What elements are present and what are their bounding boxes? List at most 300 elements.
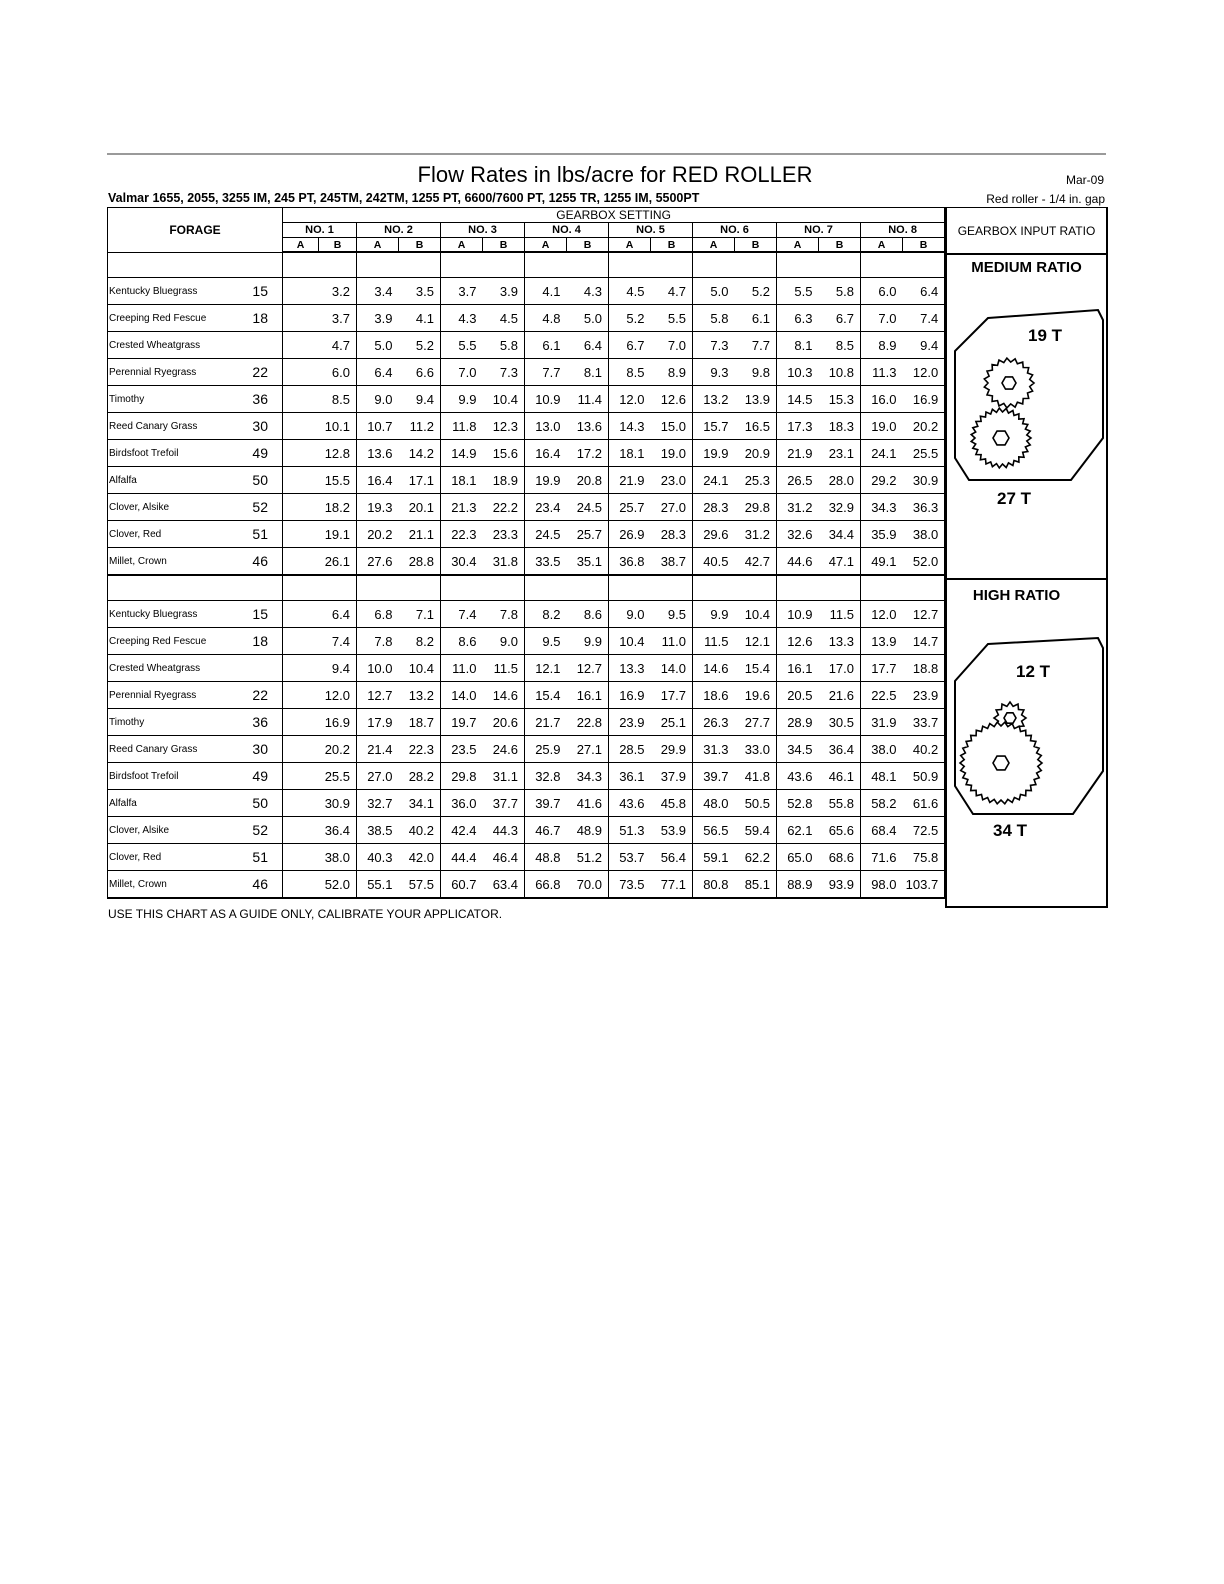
rate-cell: 3.4 <box>357 278 399 305</box>
rate-cell: 37.7 <box>483 790 525 817</box>
table-row <box>108 817 945 844</box>
rate-cell: 5.8 <box>483 332 525 359</box>
column-b-header: B <box>399 238 441 253</box>
rate-cell: 10.7 <box>357 413 399 440</box>
column-b-header: B <box>819 238 861 253</box>
rate-cell: 4.7 <box>651 278 693 305</box>
rate-cell: 5.8 <box>819 278 861 305</box>
rate-cell: 32.8 <box>525 763 567 790</box>
rate-cell: 13.2 <box>693 386 735 413</box>
rate-cell-empty <box>283 817 319 844</box>
rate-cell: 16.1 <box>777 655 819 682</box>
rate-cell: 28.5 <box>609 736 651 763</box>
rate-cell: 16.4 <box>357 467 399 494</box>
rate-cell: 7.4 <box>319 628 357 655</box>
forage-pls: 36 <box>248 709 283 736</box>
rate-cell: 10.1 <box>319 413 357 440</box>
setting-header-5: NO. 5 <box>609 223 693 238</box>
rate-cell: 28.0 <box>819 467 861 494</box>
rate-cell: 16.0 <box>861 386 903 413</box>
rate-cell: 71.6 <box>861 844 903 871</box>
column-a-header: A <box>283 238 319 253</box>
rate-cell: 8.5 <box>609 359 651 386</box>
rate-cell: 8.5 <box>319 386 357 413</box>
rate-cell: 6.4 <box>903 278 945 305</box>
rate-cell: 8.6 <box>567 601 609 628</box>
rate-cell: 14.3 <box>609 413 651 440</box>
forage-pls: 22 <box>248 682 283 709</box>
rate-cell: 66.8 <box>525 871 567 899</box>
rate-cell: 12.0 <box>609 386 651 413</box>
rate-cell: 8.5 <box>819 332 861 359</box>
rate-cell: 3.9 <box>483 278 525 305</box>
rate-cell: 27.0 <box>651 494 693 521</box>
rate-cell: 13.6 <box>357 440 399 467</box>
rate-cell: 6.6 <box>399 359 441 386</box>
rate-cell: 24.5 <box>525 521 567 548</box>
rate-cell: 23.9 <box>609 709 651 736</box>
rate-cell: 21.3 <box>441 494 483 521</box>
table-row <box>108 386 945 413</box>
medium-ratio-label: MEDIUM RATIO <box>971 259 1082 276</box>
rate-cell: 23.1 <box>819 440 861 467</box>
rate-cell: 32.6 <box>777 521 819 548</box>
rate-cell: 4.3 <box>441 305 483 332</box>
setting-header-2: NO. 2 <box>357 223 441 238</box>
rate-cell: 73.5 <box>609 871 651 899</box>
rate-cell: 9.4 <box>399 386 441 413</box>
forage-pls: 50 <box>248 790 283 817</box>
rate-cell: 10.4 <box>609 628 651 655</box>
forage-name: Perennial Ryegrass <box>108 682 248 709</box>
high-gear-bottom-teeth: 34 T <box>993 821 1028 840</box>
rate-cell: 28.3 <box>693 494 735 521</box>
rate-cell: 22.2 <box>483 494 525 521</box>
forage-name: Alfalfa <box>108 467 248 494</box>
rate-cell: 12.0 <box>903 359 945 386</box>
rate-cell: 20.6 <box>483 709 525 736</box>
rate-cell: 19.0 <box>861 413 903 440</box>
section-spacer-row <box>108 575 945 601</box>
rate-cell: 18.1 <box>441 467 483 494</box>
ratio-divider <box>947 578 1106 580</box>
rate-cell: 52.8 <box>777 790 819 817</box>
rate-cell: 24.5 <box>567 494 609 521</box>
rate-cell: 15.6 <box>483 440 525 467</box>
rate-cell: 46.7 <box>525 817 567 844</box>
rate-cell: 25.9 <box>525 736 567 763</box>
rate-cell: 4.5 <box>483 305 525 332</box>
rate-cell: 30.4 <box>441 548 483 576</box>
column-a-header: A <box>609 238 651 253</box>
flow-rate-table <box>107 207 945 899</box>
rate-cell: 36.4 <box>819 736 861 763</box>
forage-pls <box>248 332 283 359</box>
rate-cell: 43.6 <box>777 763 819 790</box>
rate-cell: 25.1 <box>651 709 693 736</box>
rate-cell: 8.1 <box>777 332 819 359</box>
rate-cell: 15.5 <box>319 467 357 494</box>
forage-pls: 49 <box>248 763 283 790</box>
table-row <box>108 601 945 628</box>
rate-cell: 50.9 <box>903 763 945 790</box>
forage-pls: 18 <box>248 305 283 332</box>
table-row <box>108 440 945 467</box>
rate-cell: 9.9 <box>441 386 483 413</box>
rate-cell: 14.6 <box>483 682 525 709</box>
rate-cell: 9.5 <box>651 601 693 628</box>
rate-cell: 9.9 <box>567 628 609 655</box>
rate-cell: 3.7 <box>441 278 483 305</box>
rate-cell: 20.5 <box>777 682 819 709</box>
rate-cell: 31.1 <box>483 763 525 790</box>
forage-name: Kentucky Bluegrass <box>108 601 248 628</box>
column-b-header: B <box>903 238 945 253</box>
top-rule <box>107 153 1106 155</box>
rate-cell: 57.5 <box>399 871 441 899</box>
rate-cell: 13.6 <box>567 413 609 440</box>
table-row <box>108 655 945 682</box>
forage-name: Clover, Alsike <box>108 817 248 844</box>
rate-cell: 16.9 <box>903 386 945 413</box>
setting-header-8: NO. 8 <box>861 223 945 238</box>
forage-pls: 30 <box>248 736 283 763</box>
gear-outline <box>960 722 1042 804</box>
rate-cell: 51.2 <box>567 844 609 871</box>
rate-cell: 28.8 <box>399 548 441 576</box>
roller-note: Red roller - 1/4 in. gap <box>986 192 1105 206</box>
rate-cell: 11.2 <box>399 413 441 440</box>
rate-cell: 11.0 <box>651 628 693 655</box>
forage-pls: 49 <box>248 440 283 467</box>
rate-cell: 4.5 <box>609 278 651 305</box>
rate-cell: 40.5 <box>693 548 735 576</box>
page-title: Flow Rates in lbs/acre for RED ROLLER <box>417 162 813 187</box>
rate-cell: 46.4 <box>483 844 525 871</box>
flow-rate-chart <box>107 207 1106 907</box>
rate-cell: 40.2 <box>399 817 441 844</box>
rate-cell-empty <box>283 386 319 413</box>
rate-cell: 33.7 <box>903 709 945 736</box>
forage-pls: 46 <box>248 871 283 899</box>
rate-cell: 10.4 <box>483 386 525 413</box>
rate-cell: 22.3 <box>399 736 441 763</box>
rate-cell: 9.8 <box>735 359 777 386</box>
forage-name: Reed Canary Grass <box>108 413 248 440</box>
rate-cell: 12.6 <box>777 628 819 655</box>
rate-cell: 33.5 <box>525 548 567 576</box>
rate-cell: 3.2 <box>319 278 357 305</box>
rate-cell: 19.1 <box>319 521 357 548</box>
rate-cell: 85.1 <box>735 871 777 899</box>
rate-cell: 29.2 <box>861 467 903 494</box>
rate-cell: 8.2 <box>525 601 567 628</box>
rate-cell: 5.2 <box>735 278 777 305</box>
rate-cell: 18.9 <box>483 467 525 494</box>
rate-cell: 18.3 <box>819 413 861 440</box>
rate-cell: 56.5 <box>693 817 735 844</box>
medium-gear-top-teeth: 19 T <box>1028 326 1063 345</box>
rate-cell: 6.4 <box>567 332 609 359</box>
rate-cell: 63.4 <box>483 871 525 899</box>
forage-name: Timothy <box>108 386 248 413</box>
setting-header-3: NO. 3 <box>441 223 525 238</box>
rate-cell: 16.9 <box>319 709 357 736</box>
rate-cell: 13.3 <box>609 655 651 682</box>
rate-cell: 12.7 <box>903 601 945 628</box>
rate-cell: 29.8 <box>441 763 483 790</box>
rate-cell: 34.1 <box>399 790 441 817</box>
rate-cell: 55.8 <box>819 790 861 817</box>
forage-name: Clover, Red <box>108 844 248 871</box>
rate-cell: 93.9 <box>819 871 861 899</box>
rate-cell: 41.6 <box>567 790 609 817</box>
rate-cell: 13.2 <box>399 682 441 709</box>
rate-cell: 20.2 <box>903 413 945 440</box>
rate-cell: 11.5 <box>819 601 861 628</box>
rate-cell: 60.7 <box>441 871 483 899</box>
rate-cell: 27.0 <box>357 763 399 790</box>
rate-cell: 9.0 <box>609 601 651 628</box>
rate-cell: 4.7 <box>319 332 357 359</box>
column-a-header: A <box>441 238 483 253</box>
table-row <box>108 467 945 494</box>
rate-cell: 11.5 <box>483 655 525 682</box>
rate-cell: 9.5 <box>525 628 567 655</box>
rate-cell: 31.8 <box>483 548 525 576</box>
rate-cell: 14.7 <box>903 628 945 655</box>
rate-cell: 5.2 <box>609 305 651 332</box>
rate-cell: 31.2 <box>777 494 819 521</box>
rate-cell: 17.7 <box>861 655 903 682</box>
rate-cell: 7.0 <box>441 359 483 386</box>
rate-cell-empty <box>283 601 319 628</box>
rate-cell: 35.1 <box>567 548 609 576</box>
column-a-header: A <box>525 238 567 253</box>
rate-cell: 24.6 <box>483 736 525 763</box>
gearbox-setting-header: GEARBOX SETTING <box>283 208 945 223</box>
rate-cell: 33.0 <box>735 736 777 763</box>
rate-cell: 12.7 <box>567 655 609 682</box>
column-a-header: A <box>777 238 819 253</box>
rate-cell: 17.1 <box>399 467 441 494</box>
rate-cell: 13.3 <box>819 628 861 655</box>
rate-cell: 12.0 <box>861 601 903 628</box>
rate-cell: 9.9 <box>693 601 735 628</box>
table-row <box>108 278 945 305</box>
forage-name: Millet, Crown <box>108 871 248 899</box>
rate-cell: 19.3 <box>357 494 399 521</box>
rate-cell: 7.3 <box>693 332 735 359</box>
forage-name: Alfalfa <box>108 790 248 817</box>
rate-cell: 6.7 <box>609 332 651 359</box>
rate-cell: 70.0 <box>567 871 609 899</box>
rate-cell: 10.4 <box>735 601 777 628</box>
rate-cell: 20.2 <box>319 736 357 763</box>
rate-cell: 25.7 <box>567 521 609 548</box>
rate-cell: 27.1 <box>567 736 609 763</box>
table-row <box>108 628 945 655</box>
setting-header-4: NO. 4 <box>525 223 609 238</box>
rate-cell: 5.2 <box>399 332 441 359</box>
rate-cell: 10.4 <box>399 655 441 682</box>
rate-cell: 5.8 <box>693 305 735 332</box>
forage-pls <box>248 655 283 682</box>
rate-cell: 9.4 <box>319 655 357 682</box>
rate-cell: 15.0 <box>651 413 693 440</box>
rate-cell: 62.1 <box>777 817 819 844</box>
rate-cell: 11.8 <box>441 413 483 440</box>
rate-cell: 29.8 <box>735 494 777 521</box>
rate-cell: 27.6 <box>357 548 399 576</box>
high-gear-top-teeth: 12 T <box>1016 662 1051 681</box>
rate-cell: 48.0 <box>693 790 735 817</box>
forage-name: Birdsfoot Trefoil <box>108 440 248 467</box>
forage-name: Clover, Alsike <box>108 494 248 521</box>
rate-cell: 38.0 <box>861 736 903 763</box>
rate-cell: 21.6 <box>819 682 861 709</box>
forage-name: Crested Wheatgrass <box>108 655 248 682</box>
rate-cell: 8.2 <box>399 628 441 655</box>
rate-cell: 6.0 <box>861 278 903 305</box>
rate-cell: 14.6 <box>693 655 735 682</box>
rate-cell: 16.5 <box>735 413 777 440</box>
rate-cell: 8.1 <box>567 359 609 386</box>
rate-cell: 68.6 <box>819 844 861 871</box>
rate-cell-empty <box>283 655 319 682</box>
rate-cell: 13.9 <box>735 386 777 413</box>
rate-cell: 36.0 <box>441 790 483 817</box>
rate-cell: 26.5 <box>777 467 819 494</box>
rate-cell: 3.5 <box>399 278 441 305</box>
rate-cell: 44.6 <box>777 548 819 576</box>
rate-cell: 10.0 <box>357 655 399 682</box>
rate-cell: 10.9 <box>525 386 567 413</box>
rate-cell: 14.5 <box>777 386 819 413</box>
gear-outline <box>971 408 1031 468</box>
rate-cell: 48.1 <box>861 763 903 790</box>
rate-cell: 26.3 <box>693 709 735 736</box>
rate-cell: 12.1 <box>525 655 567 682</box>
table-row <box>108 548 945 576</box>
rate-cell: 13.9 <box>861 628 903 655</box>
setting-header-7: NO. 7 <box>777 223 861 238</box>
rate-cell: 31.9 <box>861 709 903 736</box>
rate-cell-empty <box>283 440 319 467</box>
rate-cell: 19.9 <box>693 440 735 467</box>
rate-cell-empty <box>283 736 319 763</box>
rate-cell: 42.7 <box>735 548 777 576</box>
rate-cell: 15.7 <box>693 413 735 440</box>
rate-cell: 25.5 <box>903 440 945 467</box>
rate-cell: 53.9 <box>651 817 693 844</box>
rate-cell: 28.2 <box>399 763 441 790</box>
rate-cell-empty <box>283 494 319 521</box>
rate-cell: 7.1 <box>399 601 441 628</box>
table-row <box>108 763 945 790</box>
rate-cell: 12.3 <box>483 413 525 440</box>
table-row <box>108 682 945 709</box>
rate-cell: 65.0 <box>777 844 819 871</box>
rate-cell: 5.0 <box>693 278 735 305</box>
setting-header-6: NO. 6 <box>693 223 777 238</box>
rate-cell: 5.0 <box>357 332 399 359</box>
rate-cell: 19.9 <box>525 467 567 494</box>
rate-cell: 19.0 <box>651 440 693 467</box>
rate-cell-empty <box>283 763 319 790</box>
rate-cell: 20.1 <box>399 494 441 521</box>
rate-cell: 11.0 <box>441 655 483 682</box>
rate-cell: 31.3 <box>693 736 735 763</box>
rate-cell: 21.9 <box>609 467 651 494</box>
rate-cell: 4.3 <box>567 278 609 305</box>
rate-cell: 8.9 <box>651 359 693 386</box>
table-row <box>108 332 945 359</box>
rate-cell-empty <box>283 709 319 736</box>
rate-cell: 53.7 <box>609 844 651 871</box>
forage-name: Millet, Crown <box>108 548 248 576</box>
rate-cell: 55.1 <box>357 871 399 899</box>
forage-name: Kentucky Bluegrass <box>108 278 248 305</box>
rate-cell-empty <box>283 871 319 899</box>
column-b-header: B <box>483 238 525 253</box>
rate-cell: 8.6 <box>441 628 483 655</box>
rate-cell: 15.4 <box>525 682 567 709</box>
forage-pls: 52 <box>248 494 283 521</box>
forage-name: Perennial Ryegrass <box>108 359 248 386</box>
footer-note: USE THIS CHART AS A GUIDE ONLY, CALIBRATE YOUR APPLICATOR. <box>108 907 503 921</box>
rate-cell: 5.5 <box>777 278 819 305</box>
forage-pls: 15 <box>248 601 283 628</box>
forage-pls: 52 <box>248 817 283 844</box>
rate-cell: 35.9 <box>861 521 903 548</box>
rate-cell: 17.0 <box>819 655 861 682</box>
rate-cell: 51.3 <box>609 817 651 844</box>
gear-outline <box>984 358 1034 408</box>
rate-cell: 34.5 <box>777 736 819 763</box>
table-row <box>108 305 945 332</box>
rate-cell: 36.3 <box>903 494 945 521</box>
rate-cell: 5.5 <box>651 305 693 332</box>
rate-cell: 61.6 <box>903 790 945 817</box>
rate-cell: 38.0 <box>903 521 945 548</box>
rate-cell: 43.6 <box>609 790 651 817</box>
rate-cell: 56.4 <box>651 844 693 871</box>
rate-cell: 34.3 <box>861 494 903 521</box>
rate-cell: 77.1 <box>651 871 693 899</box>
table-row <box>108 871 945 899</box>
rate-cell: 7.4 <box>441 601 483 628</box>
rate-cell-empty <box>283 305 319 332</box>
rate-cell: 38.0 <box>319 844 357 871</box>
forage-name: Creeping Red Fescue <box>108 628 248 655</box>
rate-cell: 18.2 <box>319 494 357 521</box>
rate-cell: 17.3 <box>777 413 819 440</box>
rate-cell: 4.1 <box>399 305 441 332</box>
rate-cell: 9.0 <box>357 386 399 413</box>
table-row <box>108 521 945 548</box>
rate-cell: 7.7 <box>735 332 777 359</box>
rate-cell: 49.1 <box>861 548 903 576</box>
rate-cell: 24.1 <box>861 440 903 467</box>
rate-cell: 7.8 <box>483 601 525 628</box>
rate-cell: 6.1 <box>525 332 567 359</box>
rate-cell: 10.3 <box>777 359 819 386</box>
rate-cell: 37.9 <box>651 763 693 790</box>
rate-cell: 34.4 <box>819 521 861 548</box>
table-row <box>108 844 945 871</box>
rate-cell: 12.6 <box>651 386 693 413</box>
